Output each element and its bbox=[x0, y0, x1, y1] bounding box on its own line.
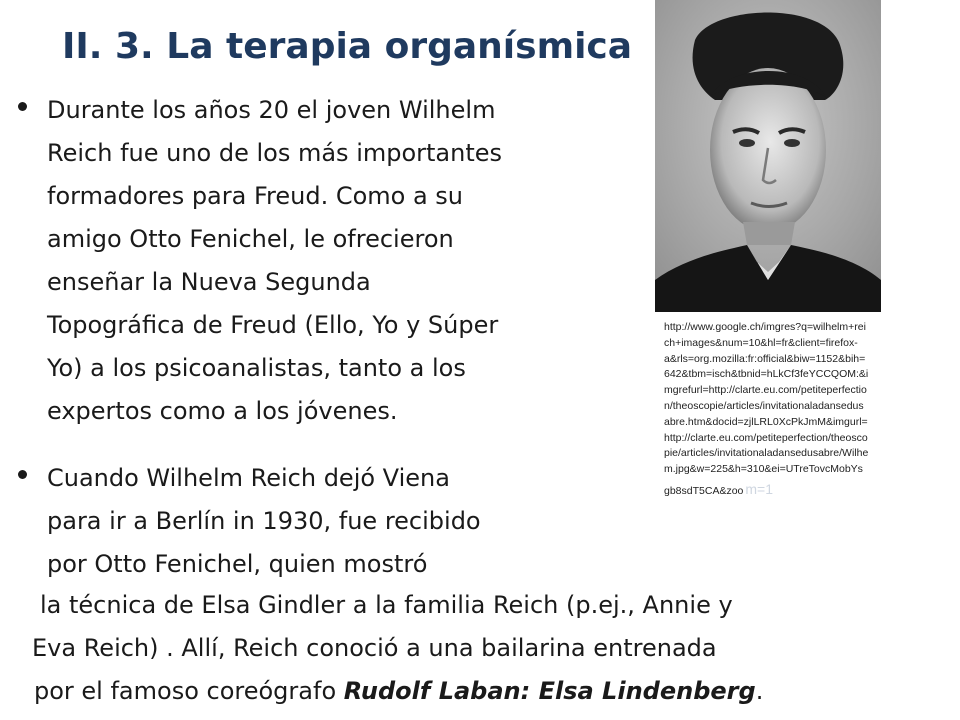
caption-faded-tail: m=1 bbox=[745, 480, 774, 497]
bullet-line: Yo) a los psicoanalistas, tanto a los bbox=[47, 354, 466, 382]
bullet-line: enseñar la Nueva Segunda bbox=[47, 268, 371, 296]
image-source-caption bbox=[664, 320, 954, 500]
bullet-line: por Otto Fenichel, quien mostró bbox=[47, 550, 428, 578]
continuation-line: Eva Reich) . Allí, Reich conoció a una bailarina entrenada bbox=[32, 634, 717, 662]
caption-line: a&rls=org.mozilla:fr:official&biw=1152&bih= bbox=[664, 352, 866, 365]
bullet-line: para ir a Berlín in 1930, fue recibido bbox=[47, 507, 481, 535]
bullet-dot bbox=[18, 470, 27, 479]
continuation-text-prefix: por el famoso coreógrafo bbox=[34, 677, 344, 705]
bullet-line: amigo Otto Fenichel, le ofrecieron bbox=[47, 225, 454, 253]
bullet-1-text bbox=[47, 89, 502, 433]
caption-line: pie/articles/invitationaladansedusabre/Wilhe bbox=[664, 447, 869, 460]
bullet-line: Topográfica de Freud (Ello, Yo y Súper bbox=[47, 311, 499, 339]
bullet-line: Durante los años 20 el joven Wilhelm bbox=[47, 96, 496, 124]
portrait-photo bbox=[655, 0, 881, 312]
bullet-2-text bbox=[47, 457, 481, 586]
caption-line-last bbox=[664, 482, 954, 500]
bullet-line: formadores para Freud. Como a su bbox=[47, 182, 464, 210]
caption-last-text: gb8sdT5CA&zoo bbox=[664, 484, 744, 497]
caption-line: abre.htm&docid=zjlLRL0XcPkJmM&imgurl= bbox=[664, 415, 868, 428]
slide-title: II. 3. La terapia organísmica bbox=[62, 26, 633, 67]
continuation-text-suffix: . bbox=[755, 677, 764, 705]
caption-line: m.jpg&w=225&h=310&ei=UTreTovcMobYs bbox=[664, 463, 863, 476]
bullet-line: Reich fue uno de los más importantes bbox=[47, 139, 503, 167]
bullet-line: expertos como a los jóvenes. bbox=[47, 397, 398, 425]
caption-line: ch+images&num=10&hl=fr&client=firefox- bbox=[664, 336, 858, 349]
continuation-line-3 bbox=[34, 670, 763, 713]
caption-line: mgrefurl=http://clarte.eu.com/petiteperfectio bbox=[664, 384, 867, 397]
portrait-illustration bbox=[655, 0, 881, 312]
continuation-line: la técnica de Elsa Gindler a la familia Reich (p.ej., Annie y bbox=[40, 591, 733, 619]
caption-line: n/theoscopie/articles/invitationaladansedus bbox=[664, 399, 864, 412]
bullet-dot bbox=[18, 102, 27, 111]
caption-line: http://clarte.eu.com/petiteperfection/theosco bbox=[664, 431, 868, 444]
emphasis-name: Rudolf Laban: Elsa Lindenberg bbox=[343, 677, 756, 705]
caption-line: 642&tbm=isch&tbnid=hLkCf3feYCCQOM:&i bbox=[664, 368, 869, 381]
bullet-line: Cuando Wilhelm Reich dejó Viena bbox=[47, 464, 450, 492]
caption-line: http://www.google.ch/imgres?q=wilhelm+rei bbox=[664, 321, 866, 333]
continuation-text bbox=[34, 584, 763, 713]
